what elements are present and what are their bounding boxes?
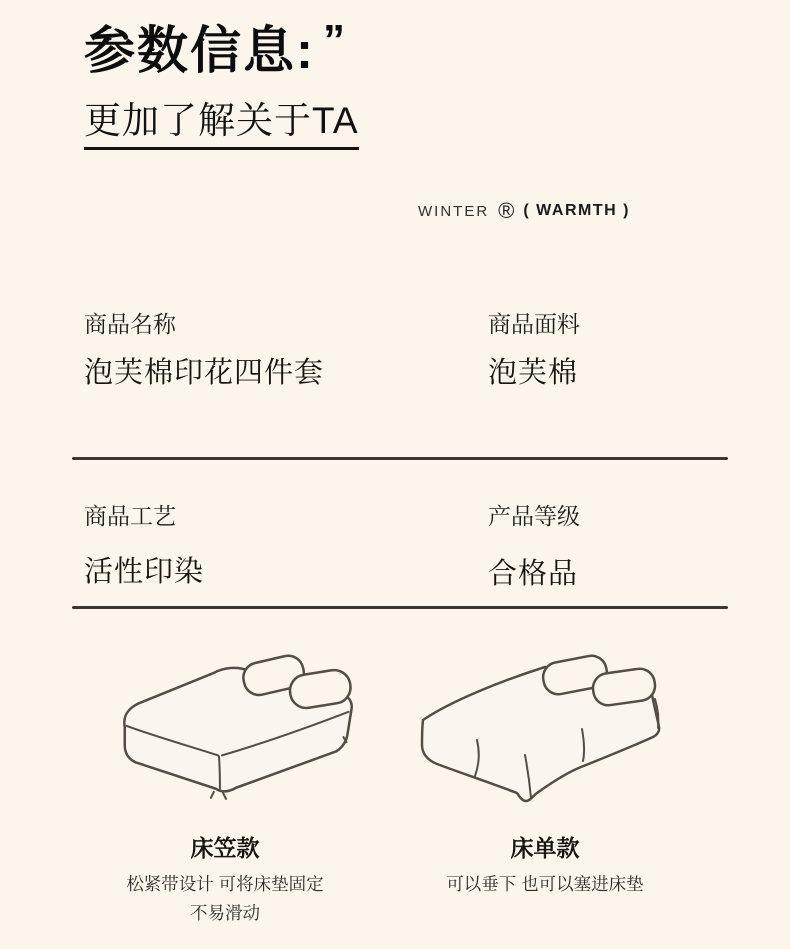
page-subtitle: 更加了解关于TA <box>84 99 359 150</box>
spec-label-fabric: 商品面料 <box>488 311 580 337</box>
registered-trademark-icon: ® <box>498 198 515 223</box>
spec-value-product-name: 泡芙棉印花四件套 <box>84 357 325 389</box>
spec-label-craft: 商品工艺 <box>84 503 176 529</box>
flat-sheet-bed-illustration <box>411 643 667 821</box>
spec-value-grade: 合格品 <box>488 558 579 590</box>
spec-value-craft: 活性印染 <box>84 556 205 588</box>
spec-label-product-name: 商品名称 <box>84 311 176 337</box>
fitted-sheet-bed-illustration <box>93 646 357 808</box>
brand-winter-text: WINTER <box>418 202 490 220</box>
style-name: 床笠款 <box>190 835 260 861</box>
style-name: 床单款 <box>510 835 580 861</box>
fitted-sheet-caption <box>75 830 375 928</box>
brand-warmth-text: ( WARMTH ) <box>523 202 630 219</box>
style-description-line: 不易滑动 <box>190 903 260 923</box>
spec-label-grade: 产品等级 <box>488 503 580 529</box>
style-description-line: 可以垂下 也可以塞进床垫 <box>446 874 644 894</box>
divider <box>72 606 728 609</box>
page-title-text: 参数信息: <box>84 22 315 79</box>
divider <box>72 457 728 460</box>
quote-mark: ” <box>322 16 347 65</box>
flat-sheet-caption <box>395 830 695 899</box>
spec-value-fabric: 泡芙棉 <box>488 357 579 389</box>
style-description-line: 松紧带设计 可将床垫固定 <box>126 874 324 894</box>
brand-line <box>418 200 630 222</box>
page-title <box>84 18 347 84</box>
